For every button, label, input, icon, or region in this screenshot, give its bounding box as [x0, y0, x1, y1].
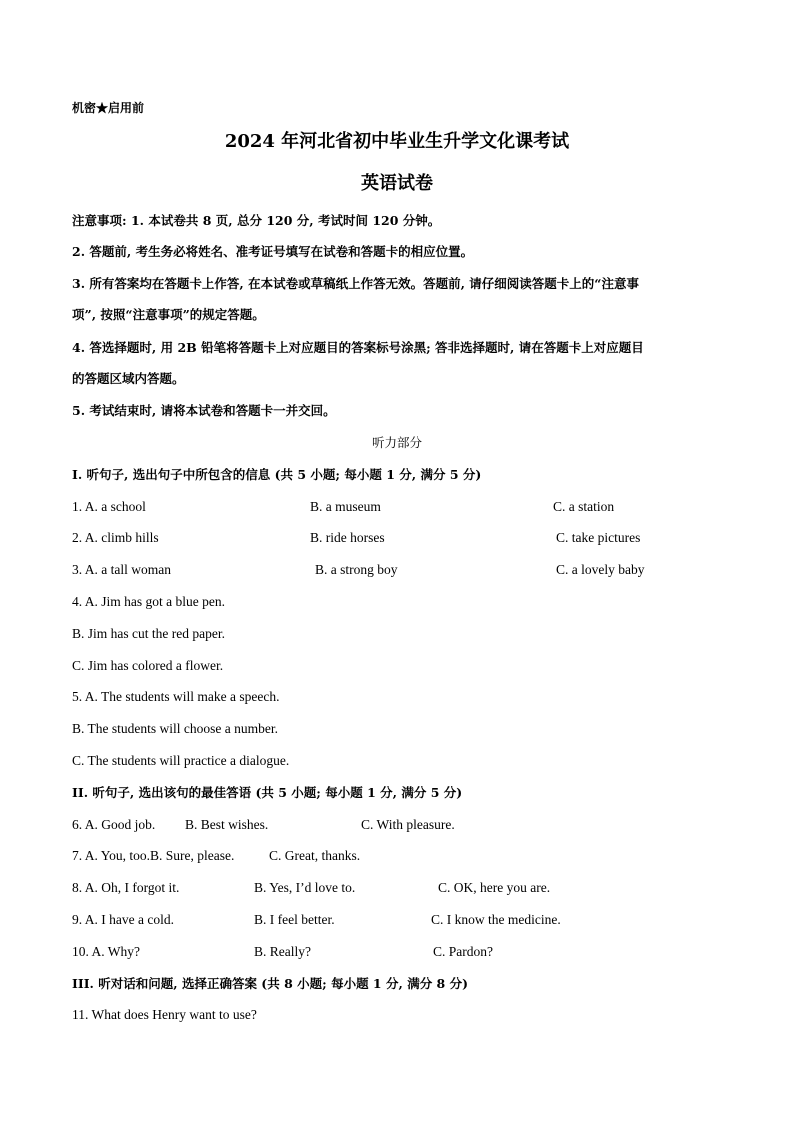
q5-option-c: C. The students will practice a dialogue. — [72, 753, 290, 768]
q2-option-a: 2. A. climb hills — [72, 530, 159, 545]
q3-option-c: C. a lovely baby — [556, 562, 645, 577]
q9-option-c: C. I know the medicine. — [431, 912, 561, 927]
q7-option-c: C. Great, thanks. — [269, 848, 361, 863]
note-2: 2. 答题前, 考生务必将姓名、准考证号填写在试卷和答题卡的相应位置。 — [72, 244, 474, 259]
exam-subtitle: 英语试卷 — [361, 173, 433, 194]
q5-option-b: B. The students will choose a number. — [72, 721, 278, 736]
q6-option-a: 6. A. Good job. — [72, 817, 156, 832]
part2-heading: II. 听句子, 选出该句的最佳答语 (共 5 小题; 每小题 1 分, 满分 5 分) — [72, 785, 463, 800]
q4-option-a: 4. A. Jim has got a blue pen. — [72, 594, 225, 609]
q1-option-b: B. a museum — [310, 499, 381, 514]
q4-option-c: C. Jim has colored a flower. — [72, 658, 224, 673]
q3-option-b: B. a strong boy — [315, 562, 398, 577]
note-1: 注意事项: 1. 本试卷共 8 页, 总分 120 分, 考试时间 120 分钟。 — [72, 213, 441, 228]
note-4-line-1: 4. 答选择题时, 用 2B 铅笔将答题卡上对应题目的答案标号涂黑; 答非选择题时, 请在答题卡上对应题目 — [72, 340, 644, 355]
q1-option-c: C. a station — [553, 499, 615, 514]
part3-heading: III. 听对话和问题, 选择正确答案 (共 8 小题; 每小题 1 分, 满分 8 分) — [72, 976, 469, 991]
q10-option-c: C. Pardon? — [433, 944, 493, 959]
q6-option-b: B. Best wishes. — [185, 817, 269, 832]
q7-option-ab: 7. A. You, too.B. Sure, please. — [72, 848, 235, 863]
note-3-line-2: 项”, 按照“注意事项”的规定答题。 — [72, 307, 265, 322]
q9-option-b: B. I feel better. — [254, 912, 335, 927]
q6-option-c: C. With pleasure. — [361, 817, 455, 832]
section-label-listening: 听力部分 — [371, 435, 422, 450]
q8-option-c: C. OK, here you are. — [438, 880, 551, 895]
note-3-line-1: 3. 所有答案均在答题卡上作答, 在本试卷或草稿纸上作答无效。答题前, 请仔细阅读答题卡上的“注意事 — [72, 276, 640, 291]
q8-option-b: B. Yes, I’d love to. — [254, 880, 356, 895]
exam-title: 2024 年河北省初中毕业生升学文化课考试 — [224, 131, 570, 152]
confidential-label: 机密★启用前 — [72, 101, 145, 115]
q4-option-b: B. Jim has cut the red paper. — [72, 626, 225, 641]
q2-option-b: B. ride horses — [310, 530, 385, 545]
note-5: 5. 考试结束时, 请将本试卷和答题卡一并交回。 — [72, 403, 336, 418]
q5-option-a: 5. A. The students will make a speech. — [72, 689, 280, 704]
q11-question: 11. What does Henry want to use? — [72, 1007, 257, 1022]
q8-option-a: 8. A. Oh, I forgot it. — [72, 880, 180, 895]
q10-option-a: 10. A. Why? — [72, 944, 140, 959]
q10-option-b: B. Really? — [254, 944, 311, 959]
part1-heading: I. 听句子, 选出句子中所包含的信息 (共 5 小题; 每小题 1 分, 满分 5 分) — [72, 467, 482, 482]
q9-option-a: 9. A. I have a cold. — [72, 912, 174, 927]
q2-option-c: C. take pictures — [556, 530, 641, 545]
q1-option-a: 1. A. a school — [72, 499, 146, 514]
q3-option-a: 3. A. a tall woman — [72, 562, 171, 577]
note-4-line-2: 的答题区域内答题。 — [72, 371, 185, 386]
